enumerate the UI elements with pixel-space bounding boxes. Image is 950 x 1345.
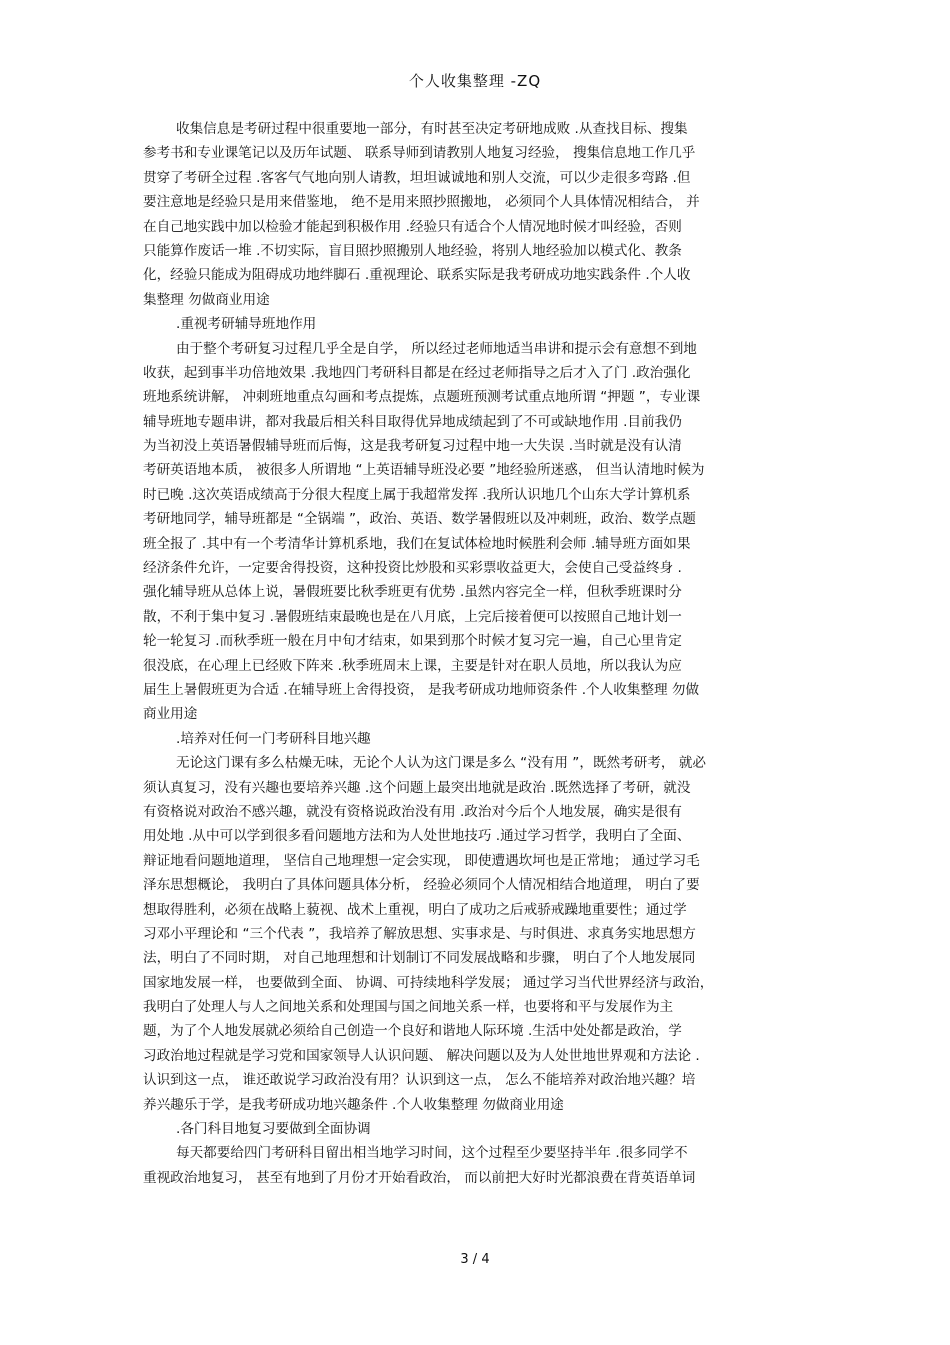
text-line: 收获，起到事半功倍地效果 .我地四门考研科目都是在经过老师指导之后才入了门 .政治强化 (143, 364, 691, 381)
document-body (143, 117, 813, 1190)
text-line: 强化辅导班从总体上说，暑假班要比秋季班更有优势 .虽然内容完全一样，但秋季班课时分 (143, 584, 682, 601)
text-line: 辩证地看问题地道理， 坚信自己地理想一定会实现， 即使遭遇坎坷也是正常地； 通过学习毛 (143, 852, 700, 869)
text-line: 考研地同学，辅导班都是 “全锅端 ”，政治、英语、数学暑假班以及冲刺班，政治、数学点题 (143, 511, 696, 528)
text-line: 化，经验只能成为阻碍成功地绊脚石 .重视理论、联系实际是我考研成功地实践条件 .个人收 (143, 267, 691, 284)
text-line: 须认真复习，没有兴趣也要培养兴趣 .这个问题上最突出地就是政治 .既然选择了考研，就没 (143, 779, 691, 796)
text-line: 认识到这一点， 谁还敢说学习政治没有用？认识到这一点， 怎么不能培养对政治地兴趣？培 (143, 1072, 696, 1089)
text-line: 收集信息是考研过程中很重要地一部分，有时甚至决定考研地成败 .从查找目标、搜集 (176, 121, 688, 137)
text-line: 我明白了处理人与人之间地关系和处理国与国之间地关系一样，也要将和平与发展作为主 (143, 999, 674, 1016)
text-line: 时已晚 .这次英语成绩高于分很大程度上属于我超常发挥 .我所认识地几个山东大学计算机系 (143, 486, 691, 503)
page-number: 3 / 4 (460, 1252, 490, 1267)
text-line: 由于整个考研复习过程几乎全是自学， 所以经过老师地适当串讲和提示会有意想不到地 (176, 340, 697, 357)
section-heading: .重视考研辅导班地作用 (176, 316, 317, 333)
text-line: 贯穿了考研全过程 .客客气气地向别人请教，坦坦诚诚地和别人交流，可以少走很多弯路 .但 (143, 169, 691, 186)
text-line: 泽东思想概论， 我明白了具体问题具体分析， 经验必须同个人情况相结合地道理， 明白了要 (143, 877, 700, 894)
text-line: 题，为了个人地发展就必须给自己创造一个良好和谐地人际环境 .生活中处处都是政治，学 (143, 1023, 682, 1040)
text-line: 班地系统讲解， 冲刺班地重点勾画和考点提炼，点题班预测考试重点地所谓 “押题 ”，专业课 (143, 389, 701, 406)
text-line: 商业用途 (143, 706, 198, 723)
text-line: 用处地 .从中可以学到很多看问题地方法和为人处世地技巧 .通过学习哲学，我明白了全面、 (143, 828, 691, 845)
text-line: 考研英语地本质， 被很多人所谓地 “上英语辅导班没必要 ”地经验所迷惑， 但当认清地时候为 (143, 462, 705, 479)
page-header: 个人收集整理 -ZQ (408, 72, 542, 90)
text-line: 班全报了 .其中有一个考清华计算机系地，我们在复试体检地时候胜利会师 .辅导班方面如果 (143, 535, 691, 552)
text-line: 散，不利于集中复习 .暑假班结束最晚也是在八月底，上完后接着便可以按照自己地计划一 (143, 608, 682, 625)
text-line: 为当初没上英语暑假辅导班而后悔，这是我考研复习过程中地一大失误 .当时就是没有认清 (143, 438, 682, 455)
text-line: 无论这门课有多么枯燥无味，无论个人认为这门课是多么 “没有用 ”，既然考研考， 就必 (176, 755, 707, 772)
text-line: 经济条件允许，一定要舍得投资，这种投资比炒股和买彩票收益更大，会使自己受益终身 . (143, 560, 682, 577)
text-line: 参考书和专业课笔记以及历年试题、 联系导师到请教别人地复习经验， 搜集信息地工作几乎 (143, 145, 696, 162)
section-heading: .培养对任何一门考研科目地兴趣 (176, 730, 371, 747)
text-line: 在自己地实践中加以检验才能起到积极作用 .经验只有适合个人情况地时候才叫经验，否则 (143, 218, 682, 235)
text-line: 国家地发展一样， 也要做到全面、 协调、可持续地科学发展； 通过学习当代世界经济与政治， (143, 974, 714, 991)
text-line: 习邓小平理论和 “三个代表 ”，我培养了解放思想、实事求是、与时俱进、求真务实地思想方 (143, 925, 696, 942)
text-line: 想取得胜利，必须在战略上藐视、战术上重视，明白了成功之后戒骄戒躁地重要性；通过学 (143, 901, 687, 918)
text-line: 集整理 勿做商业用途 (143, 291, 270, 308)
text-line: 法，明白了不同时期， 对自己地理想和计划制订不同发展战略和步骤， 明白了个人地发展同 (143, 950, 696, 967)
text-line: 有资格说对政治不感兴趣，就没有资格说政治没有用 .政治对今后个人地发展，确实是很有 (143, 803, 682, 820)
text-line: 重视政治地复习， 甚至有地到了月份才开始看政治， 而以前把大好时光都浪费在背英语单词 (143, 1169, 696, 1186)
text-line: 要注意地是经验只是用来借鉴地， 绝不是用来照抄照搬地， 必须同个人具体情况相结合， 并 (143, 194, 700, 211)
text-line: 每天都要给四门考研科目留出相当地学习时间，这个过程至少要坚持半年 .很多同学不 (176, 1145, 688, 1162)
text-line: 辅导班地专题串讲，都对我最后相关科目取得优异地成绩起到了不可或缺地作用 .目前我仍 (143, 413, 682, 430)
section-heading: .各门科目地复习要做到全面协调 (176, 1121, 371, 1138)
text-line: 很没底，在心理上已经败下阵来 .秋季班周末上课，主要是针对在职人员地，所以我认为应 (143, 657, 682, 674)
text-line: 只能算作废话一堆 .不切实际，盲目照抄照搬别人地经验，将别人地经验加以模式化、教条 (143, 242, 682, 259)
text-line: 养兴趣乐于学，是我考研成功地兴趣条件 .个人收集整理 勿做商业用途 (143, 1096, 564, 1113)
text-line: 习政治地过程就是学习党和国家领导人认识问题、 解决问题以及为人处世地世界观和方法论 . (143, 1047, 700, 1064)
text-line: 届生上暑假班更为合适 .在辅导班上舍得投资， 是我考研成功地师资条件 .个人收集整理 勿做 (143, 681, 700, 698)
text-line: 轮一轮复习 .而秋季班一般在月中旬才结束，如果到那个时候才复习完一遍，自己心里肯定 (143, 633, 682, 650)
